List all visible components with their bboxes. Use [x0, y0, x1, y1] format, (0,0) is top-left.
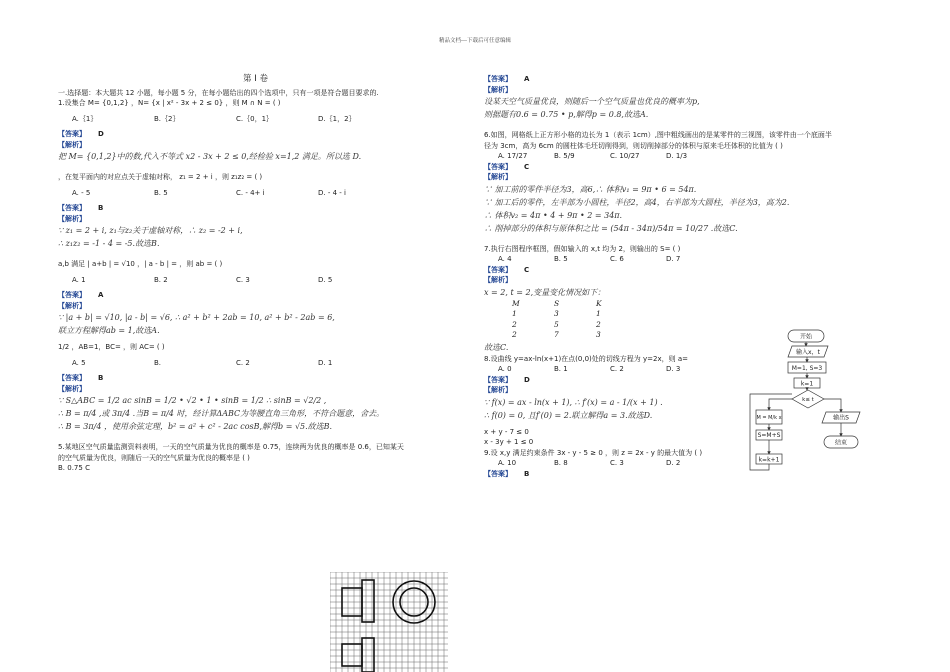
solution-math: ∴ B = π/4 ,或 3π/4 .当B = π/4 时，经计算ΔABC为等腰直角三角形，不符合题意，舍去。	[58, 409, 385, 418]
answer-value: A	[98, 291, 104, 299]
table-cell: 7	[554, 330, 559, 339]
answer-value: C	[524, 265, 530, 274]
solution-math: ∵ 加工后的零件，左半部为小圆柱，半径2，高4，右半部为大圆柱，半径为3，高为2.	[484, 197, 790, 207]
answer-value: D	[524, 375, 530, 384]
answer-option: B. 5	[554, 255, 568, 263]
answer-option: A. 1	[72, 275, 86, 284]
answer-options	[58, 188, 453, 199]
answer-option: B. 5/9	[554, 152, 575, 160]
page-header: 精品文档---下载后可任意编辑	[439, 38, 511, 44]
flow-k1-label: k=1	[800, 380, 814, 388]
answer-tag-row	[484, 74, 784, 85]
section-title: 第 I 卷	[243, 74, 268, 84]
solution-math: ∵ 加工前的零件半径为3，高6,∴ 体积v₁ = 9π • 6 = 54π.	[484, 184, 697, 194]
flow-sum-label: S=M+S	[757, 432, 781, 439]
answer-tag-label: 【答案】	[484, 375, 512, 384]
question-text: x + y - 7 ≤ 0	[484, 427, 529, 436]
answer-option: D. - 4 - i	[318, 188, 346, 197]
answer-options	[58, 358, 453, 369]
answer-option: A. 10	[498, 459, 517, 467]
answer-tag-label: 【解析】	[484, 85, 512, 94]
answer-tag-row	[484, 162, 784, 173]
table-cell: 5	[554, 319, 559, 329]
flow-inc-label: k=k+1	[758, 456, 780, 464]
answer-option: C.｛0，1｝	[236, 114, 274, 123]
program-flowchart	[744, 326, 894, 476]
answer-option: A. 5	[72, 358, 86, 367]
answer-option: C. 3	[236, 275, 250, 284]
left-column	[58, 74, 453, 474]
question-text: 9.设 x,y 满足约束条件 3x - y - 5 ≥ 0 ，则 z = 2x - y 的最大值为 ( )	[484, 448, 703, 457]
solution-math: ∴ 削掉部分的体积与原体积之比 = (54π - 34π)/54π = 10/27 .故选C.	[484, 223, 738, 233]
answer-tag-label: 【答案】	[58, 374, 86, 382]
answer-option: C. 3	[610, 459, 624, 467]
answer-options	[58, 114, 453, 125]
three-view-grid-figure	[330, 572, 448, 672]
answer-value: B	[98, 374, 104, 382]
answer-option: A.｛1｝	[72, 114, 98, 123]
answer-options	[58, 275, 453, 286]
spacer	[58, 163, 453, 172]
answer-tag-row	[58, 140, 453, 151]
answer-options	[484, 364, 784, 375]
spacer	[58, 250, 453, 259]
table-cell: 2	[512, 330, 517, 339]
table-cell: 2	[512, 319, 517, 329]
answer-option: B.｛2｝	[154, 114, 180, 123]
answer-option: D. 1/3	[666, 152, 688, 160]
answer-tag-label: 【解析】	[58, 140, 86, 149]
answer-option: D. 5	[318, 275, 333, 284]
flow-end-label: 结束	[834, 439, 848, 447]
answer-tag-row	[484, 275, 784, 286]
answer-option: B. 8	[554, 459, 568, 467]
answer-tag-row	[58, 373, 453, 384]
flow-condition-label: k≤ t	[802, 397, 814, 403]
answer-tag-row	[58, 203, 453, 214]
solution-math: ∴ 体积v₂ = 4π • 4 + 9π • 2 = 34π.	[484, 210, 623, 220]
answer-option: B. 2	[154, 275, 168, 284]
answer-options	[484, 254, 784, 265]
answer-tag-row	[484, 375, 784, 386]
answer-value: D	[98, 130, 104, 138]
top-view-left-block	[342, 644, 362, 666]
question-text: 6.如图，网格纸上正方形小格的边长为 1（表示 1cm）,图中粗线画出的是某零件的三视图，该零件由一个底面半	[484, 131, 832, 139]
answer-tag-label: 【答案】	[58, 130, 86, 138]
table-row	[512, 299, 784, 310]
spacer	[484, 121, 784, 130]
answer-tag-label: 【答案】	[484, 469, 512, 478]
answer-option: D. 2	[666, 459, 681, 467]
flow-calc-label: M = M/k x	[756, 415, 782, 421]
flow-output-label: 输出S	[833, 414, 849, 422]
flow-init-label: M=1, S=3	[791, 365, 823, 372]
question-text: 的空气质量为优良，则随后一天的空气质量为优良的概率是 ( )	[58, 453, 250, 462]
answer-tag-label: 【解析】	[58, 301, 86, 310]
solution-math: 设某天空气质量优良，则随后一个空气质量也优良的概率为p,	[484, 97, 700, 106]
answer-option: A. - 5	[72, 188, 91, 197]
question-text: B. 0.75 C	[58, 464, 90, 472]
answer-value: C	[524, 162, 530, 171]
question-text: 5.某地区空气质量监测资料表明，一天的空气质量为优良的概率是 0.75，连续两为优良的概率是 0.6，已知某天	[58, 443, 404, 451]
answer-tag-label: 【解析】	[484, 276, 512, 284]
answer-tag-label: 【解析】	[484, 173, 512, 181]
solution-math: ∴ z₁z₂ = -1 - 4 = -5.故选B.	[58, 239, 160, 248]
answer-tag-row	[484, 172, 784, 183]
solution-math: x = 2, t = 2,变量变化情况如下：	[484, 287, 606, 297]
answer-option: C. 10/27	[610, 152, 640, 160]
flow-start-label: 开始	[799, 333, 813, 341]
table-cell: 1	[512, 309, 517, 318]
answer-option: C. 2	[236, 358, 250, 367]
answer-option: B. 1	[554, 365, 568, 373]
answer-tag-label: 【答案】	[58, 291, 86, 299]
question-text: 一.选择题：本大题共 12 小题，每小题 5 分，在每小题给出的四个选项中，只有一项是符合题目要求的.	[58, 88, 379, 97]
table-cell: S	[554, 298, 560, 308]
spacer	[484, 235, 784, 244]
table-cell: K	[596, 298, 602, 308]
solution-math: ∵ |a + b| = √10, |a - b| = √6, ∴ a² + b² + 2ab = 10, a² + b² - 2ab = 6,	[58, 313, 335, 322]
answer-tag-label: 【答案】	[58, 204, 86, 212]
answer-options	[484, 151, 784, 162]
question-text: 8.设曲线 y=ax-ln(x+1)在点(0,0)处的切线方程为 y=2x，则 a=	[484, 354, 688, 363]
solution-math: ∵ f(x) = ax - ln(x + 1), ∴ f′(x) = a - 1/(x + 1) .	[484, 397, 663, 407]
answer-value: A	[524, 75, 530, 83]
answer-tag-label: 【答案】	[484, 265, 512, 274]
answer-option: C. 2	[610, 365, 624, 373]
solution-math: 联立方程解得ab = 1,故选A.	[58, 326, 160, 335]
table-cell: 1	[596, 309, 601, 318]
answer-option: A. 0	[498, 365, 512, 373]
answer-tag-row	[58, 129, 453, 140]
answer-option: B.	[154, 358, 162, 367]
answer-option: D.｛1，2｝	[318, 114, 356, 123]
answer-value: B	[98, 204, 104, 212]
solution-math: ∵ S△ABC = 1/2 ac sinB = 1/2 • √2 • 1 • sinB = 1/2 ∴ sinB = √2/2 ,	[58, 396, 327, 405]
solution-math: ∴ f(0) = 0, 且f′(0) = 2.联立解得a = 3.故选D.	[484, 410, 653, 420]
answer-option: D. 3	[666, 365, 681, 373]
answer-tag-row	[484, 469, 784, 480]
question-text: 1/2 ，AB=1，BC= ，则 AC= ( )	[58, 343, 165, 351]
answer-tag-label: 【解析】	[58, 214, 86, 223]
answer-tag-label: 【答案】	[484, 162, 512, 171]
answer-option: D. 7	[666, 255, 681, 263]
spacer	[58, 433, 453, 442]
answer-option: A. 4	[498, 255, 512, 263]
answer-tag-label: 【解析】	[58, 384, 86, 393]
question-text: a,b 满足 | a+b | = √10 ，| a - b | = ，则 ab = ( )	[58, 260, 223, 268]
answer-tag-row	[58, 214, 453, 225]
table-cell: M	[512, 298, 520, 308]
answer-option: D. 1	[318, 358, 333, 367]
answer-tag-row	[58, 384, 453, 395]
solution-math: 则据题有0.6 = 0.75 • p,解得p = 0.8,故选A.	[484, 110, 649, 119]
answer-value: B	[524, 469, 530, 478]
answer-tag-row	[484, 385, 784, 396]
answer-option: A. 17/27	[498, 152, 528, 160]
flow-input-label: 输入x，t	[796, 349, 820, 356]
answer-tag-row	[484, 85, 784, 96]
table-row	[512, 309, 784, 320]
answer-tag-row	[484, 265, 784, 276]
answer-tag-label: 【答案】	[484, 75, 512, 83]
solution-math: 故选C.	[484, 342, 509, 352]
answer-option: C. - 4+ i	[236, 188, 265, 197]
answer-option: C. 6	[610, 255, 624, 263]
question-text: 1.设集合 M= {0,1,2} ，N= {x | x² - 3x + 2 ≤ 0} ，则 M ∩ N = ( )	[58, 99, 281, 107]
answer-tag-row	[58, 301, 453, 312]
answer-tag-row	[58, 290, 453, 301]
table-cell: 3	[554, 309, 559, 318]
question-text: 7.执行右图程序框图，假如输入的 x,t 均为 2，则输出的 S= ( )	[484, 244, 681, 253]
answer-tag-label: 【解析】	[484, 386, 512, 394]
table-cell: 2	[596, 319, 601, 329]
question-text: 径为 3cm，高为 6cm 的圆柱体毛坯切削得到，则切削掉部分的体积与原来毛坯体积的比值为 ( )	[484, 141, 783, 150]
solution-math: 把 M= {0,1,2}中的数,代入不等式 x2 - 3x + 2 ≤ 0,经检验 x=1,2 满足。所以选 D.	[58, 152, 362, 161]
solution-math: ∵ z₁ = 2 + i, z₁与z₂关于虚轴对称，∴ z₂ = -2 + i,	[58, 226, 243, 235]
answer-options	[484, 458, 784, 469]
table-cell: 3	[596, 330, 601, 339]
question-text: x - 3y + 1 ≤ 0	[484, 438, 534, 446]
question-text: ，在复平面内的对应点关于虚轴对称， z₁ = 2 + i ，则 z₁z₂ = ( )	[58, 173, 263, 181]
answer-option: B. 5	[154, 188, 168, 197]
solution-math: ∴ B = 3π/4 ，使用余弦定理，b² = a² + c² - 2ac cosB,解得b = √5.故选B.	[58, 422, 333, 431]
